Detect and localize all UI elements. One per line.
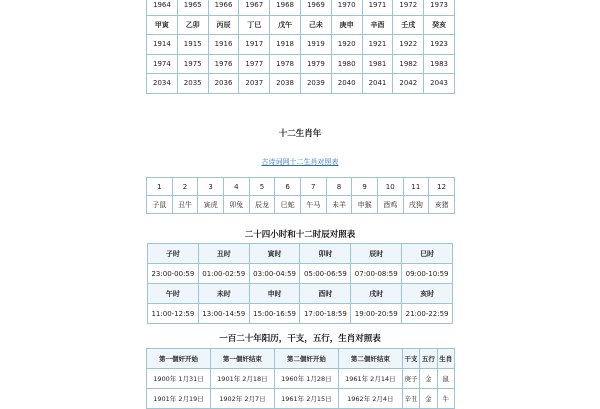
table-cell: 1914 (147, 35, 178, 55)
table-header-cell: 生肖 (437, 349, 454, 369)
table-cell: 巳时 (402, 244, 453, 264)
table-cell: 庚子 (402, 369, 419, 389)
table-cell: 寅时 (249, 244, 300, 264)
table-cell: 甲寅 (147, 15, 178, 35)
table-cell: 未时 (198, 284, 249, 304)
table-cell: 8 (326, 178, 352, 196)
table-cell: 1919 (300, 35, 331, 55)
table-cell: 金 (420, 389, 437, 409)
table-cell: 1964 (147, 0, 178, 15)
table-row (148, 284, 453, 304)
table-cell: 1918 (270, 35, 301, 55)
table-cell: 酉鸡 (377, 196, 403, 214)
table-header-cell: 第二個奸开始 (274, 349, 338, 369)
table-cell: 1960年 1月28日 (274, 369, 338, 389)
table-cell: 戊午 (270, 15, 301, 35)
table-cell: 2038 (270, 74, 301, 94)
table-cell: 1966 (208, 0, 239, 15)
table-cell: 1973 (424, 0, 455, 15)
table-cell: 1968 (270, 0, 301, 15)
table-cell: 1962年 2月4日 (338, 389, 402, 409)
table-cell: 鼠 (437, 369, 454, 389)
table-cell: 午马 (300, 196, 326, 214)
table-cell: 子鼠 (147, 196, 173, 214)
table-cell: 2043 (424, 74, 455, 94)
zodiac-table (146, 177, 455, 214)
table-cell: 金 (420, 369, 437, 389)
table-cell: 15:00-16:59 (249, 304, 300, 324)
table-cell: 1900年 1月31日 (147, 369, 211, 389)
table-cell: 1976 (208, 54, 239, 74)
table-cell: 3 (198, 178, 224, 196)
table-cell: 1979 (300, 54, 331, 74)
table-cell: 1972 (393, 0, 424, 15)
table-cell: 亥猪 (429, 196, 455, 214)
table-cell: 01:00-02:59 (198, 264, 249, 284)
table-row (147, 74, 455, 94)
table-cell: 1961年 2月15日 (274, 389, 338, 409)
years-table (146, 0, 455, 94)
table-cell: 1969 (300, 0, 331, 15)
table-cell: 子时 (148, 244, 199, 264)
hours-table (147, 243, 453, 324)
table-header-cell: 第一個奸开始 (147, 349, 211, 369)
table-cell: 1974 (147, 54, 178, 74)
table-cell: 2039 (300, 74, 331, 94)
table-cell: 1971 (362, 0, 393, 15)
table-cell: 牛 (437, 389, 454, 409)
table-cell: 2036 (208, 74, 239, 94)
table-cell: 2040 (331, 74, 362, 94)
table-row (148, 264, 453, 284)
table-cell: 壬戌 (393, 15, 424, 35)
table-header-cell: 第二個奸结束 (338, 349, 402, 369)
table-cell: 11 (403, 178, 429, 196)
table-row (147, 54, 455, 74)
table-cell: 1967 (239, 0, 270, 15)
table-cell: 1975 (177, 54, 208, 74)
table-cell: 03:00-04:59 (249, 264, 300, 284)
table-cell: 1980 (331, 54, 362, 74)
table-cell: 辛酉 (362, 15, 393, 35)
table-cell: 1921 (362, 35, 393, 55)
table-cell: 丑时 (198, 244, 249, 264)
table-cell: 午时 (148, 284, 199, 304)
table-cell: 1917 (239, 35, 270, 55)
table-cell: 辰时 (351, 244, 402, 264)
table-cell: 未羊 (326, 196, 352, 214)
table-cell: 癸亥 (424, 15, 455, 35)
table-cell: 1922 (393, 35, 424, 55)
table-cell: 4 (223, 178, 249, 196)
table-cell: 2 (172, 178, 198, 196)
table-row (148, 244, 453, 264)
table-cell: 1978 (270, 54, 301, 74)
table-cell: 2042 (393, 74, 424, 94)
table-cell: 1961年 2月14日 (338, 369, 402, 389)
table-cell: 05:00-06:59 (300, 264, 351, 284)
table-cell: 7 (300, 178, 326, 196)
table-row (147, 369, 455, 389)
table-cell: 10 (377, 178, 403, 196)
table-cell: 1970 (331, 0, 362, 15)
table-header-cell: 第一個奸结束 (210, 349, 274, 369)
table-cell: 12 (429, 178, 455, 196)
table-cell: 2041 (362, 74, 393, 94)
table-cell: 21:00-22:59 (402, 304, 453, 324)
table-cell: 寅虎 (198, 196, 224, 214)
table-cell: 1983 (424, 54, 455, 74)
table-header-cell: 五行 (420, 349, 437, 369)
table-cell: 己未 (300, 15, 331, 35)
zodiac-table-link[interactable]: 古诗词网十二生肖对照表 (261, 158, 339, 166)
table-cell: 2037 (239, 74, 270, 94)
table-cell: 1902年 2月7日 (210, 389, 274, 409)
table-cell: 5 (249, 178, 275, 196)
hours-title: 二十四小时和十二时辰对照表 (244, 230, 356, 240)
table-cell: 巳蛇 (275, 196, 301, 214)
table-cell: 1901年 2月19日 (147, 389, 211, 409)
table-cell: 戌时 (351, 284, 402, 304)
table-cell: 2035 (177, 74, 208, 94)
table-cell: 1 (147, 178, 173, 196)
table-row (147, 196, 455, 214)
table-cell: 1977 (239, 54, 270, 74)
table-header-cell: 干支 (402, 349, 419, 369)
table-cell: 1920 (331, 35, 362, 55)
table-cell: 9 (352, 178, 378, 196)
table-cell: 17:00-18:59 (300, 304, 351, 324)
table-cell: 07:00-08:59 (351, 264, 402, 284)
table-cell: 亥时 (402, 284, 453, 304)
table-cell: 13:00-14:59 (198, 304, 249, 324)
table-cell: 1901年 2月18日 (210, 369, 274, 389)
table-cell: 1982 (393, 54, 424, 74)
table-cell: 丑牛 (172, 196, 198, 214)
table-cell: 1981 (362, 54, 393, 74)
table-row (147, 349, 455, 369)
table-cell: 1916 (208, 35, 239, 55)
table-cell: 2034 (147, 74, 178, 94)
table-cell: 23:00-00:59 (148, 264, 199, 284)
table-cell: 1965 (177, 0, 208, 15)
table-cell: 申猴 (352, 196, 378, 214)
table-cell: 丙辰 (208, 15, 239, 35)
table-row (147, 0, 455, 15)
table-cell: 11:00-12:59 (148, 304, 199, 324)
table-cell: 卯时 (300, 244, 351, 264)
table-cell: 09:00-10:59 (402, 264, 453, 284)
table-row (148, 304, 453, 324)
table-row (147, 178, 455, 196)
table-cell: 庚申 (331, 15, 362, 35)
table-row (147, 35, 455, 55)
table-row (147, 15, 455, 35)
table-cell: 6 (275, 178, 301, 196)
table-cell: 1915 (177, 35, 208, 55)
cycle-title: 一百二十年阳历，干支，五行，生肖对照表 (219, 334, 381, 344)
table-cell: 乙卯 (177, 15, 208, 35)
table-cell: 卯兔 (223, 196, 249, 214)
zodiac-title: 十二生肖年 (278, 129, 322, 139)
table-cell: 丁巳 (239, 15, 270, 35)
table-cell: 申时 (249, 284, 300, 304)
table-cell: 19:00-20:59 (351, 304, 402, 324)
table-cell: 1923 (424, 35, 455, 55)
table-cell: 戌狗 (403, 196, 429, 214)
table-row (147, 389, 455, 409)
table-cell: 辰龙 (249, 196, 275, 214)
table-cell: 辛丑 (402, 389, 419, 409)
table-cell: 酉时 (300, 284, 351, 304)
